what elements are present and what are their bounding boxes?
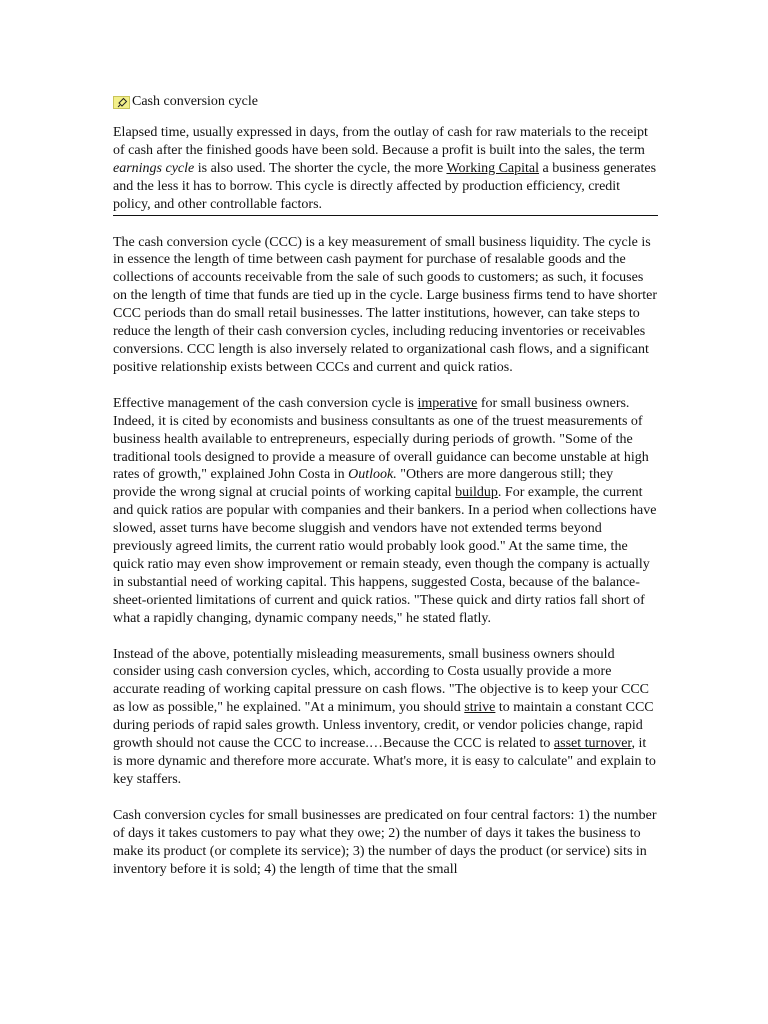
definition-text-3: a business generates and the less it has to borrow. This cycle is directly affected by production efficiency, credit policy, and other controllable factors. — [113, 160, 657, 212]
p2-emphasis: Outlook. — [348, 467, 397, 483]
p3-text-2: to maintain a constant CCC during periods of rapid sales growth. Unless inventory, credit, or vendor policies change, rapid growth should not cause the CCC to increase.…Because the CCC is related to — [113, 700, 654, 752]
p3-text-1: Instead of the above, potentially misleading measurements, small business owners should consider using cash conversion cycles, which, according to Costa usually provide a more accurate reading of working capital pressure on cash flows. "The objective is to keep your CCC as low as possible," he explained. "At a minimum, you should — [113, 646, 649, 716]
link-asset-turnover[interactable]: asset turnover — [553, 736, 632, 752]
link-strive[interactable]: strive — [464, 700, 496, 716]
p2-text-1: Effective management of the cash conversion cycle is — [113, 395, 418, 411]
definition-paragraph — [113, 124, 658, 216]
p2-text-2: for small business owners. Indeed, it is cited by economists and business consultants as one of the truest measurements of business health available to entrepreneurs, especially during periods of growth. "Some of the traditional tools designed to provide a measure of overall guidance can become unstable at high rates of growth," explained John Costa in — [113, 395, 649, 483]
document-title — [113, 92, 658, 112]
definition-emphasis: earnings cycle — [113, 160, 195, 176]
paragraph-3 — [113, 646, 658, 789]
definition-text-1: Elapsed time, usually expressed in days, from the outlay of cash for raw materials to the receipt of cash after the finished goods have been sold. Because a profit is built into the sales, the term — [113, 125, 648, 158]
definition-text-2: is also used. The shorter the cycle, the more — [194, 160, 447, 176]
link-buildup[interactable]: buildup — [455, 485, 498, 501]
link-icon[interactable] — [113, 96, 130, 109]
paragraph-4: Cash conversion cycles for small businesses are predicated on four central factors: 1) the number of days it takes customers to pay what they owe; 2) the number of days it takes the business to make its product (or complete its service); 3) the number of days the product (or service) sits in inventory before it is sold; 4) the length of time that the small — [113, 807, 657, 877]
link-working-capital[interactable]: Working Capital — [446, 160, 540, 176]
paragraph-2 — [113, 395, 658, 628]
link-imperative[interactable]: imperative — [417, 395, 478, 411]
title-text: Cash conversion cycle — [132, 94, 258, 110]
p2-text-4: . For example, the current and quick ratios are popular with companies and their bankers. In a period when collections have slowed, asset turns have become sluggish and vendors have not extended terms beyond previously agreed limits, the current ratio would probably look good." At the same time, the quick ratio may even show improvement or remain steady, even though the company is actually in substantial need of working capital. This happens, suggested Costa, because of the balance-sheet-oriented limitations of current and quick ratios. "These quick and dirty ratios fall short of what a rapidly changing, dynamic company needs," he stated flatly. — [113, 485, 657, 626]
p2-text-3: "Others are more dangerous still; they provide the wrong signal at crucial points of working capital — [113, 467, 614, 501]
paragraph-1: The cash conversion cycle (CCC) is a key measurement of small business liquidity. The cycle is in essence the length of time between cash payment for purchase of resalable goods and the collections of accounts receivable from the sale of such goods to customers; as such, it focuses on the length of time that funds are tied up in the cycle. Large business firms tend to have shorter CCC periods than do small retail businesses. The latter institutions, however, can take steps to reduce the length of their cash conversion cycles, including reducing inventories or receivables conversions. CCC length is also inversely related to organizational cash flows, and a significant positive relationship exists between CCCs and current and quick ratios. — [113, 234, 658, 375]
p3-text-3: , it is more dynamic and therefore more accurate. What's more, it is easy to calculate" and explain to key staffers. — [113, 736, 656, 787]
document-page — [113, 92, 658, 896]
